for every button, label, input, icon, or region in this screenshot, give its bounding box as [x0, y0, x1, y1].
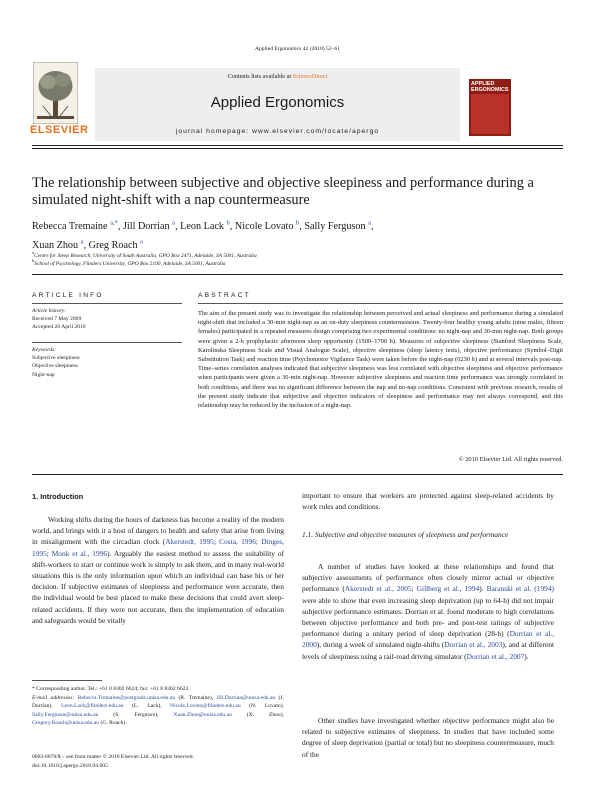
journal-citation: Applied Ergonomics 42 (2010) 52–61: [254, 46, 341, 52]
issn: 0003-6870/$ – see front matter © 2010 Elsevier Ltd. All rights reserved.: [32, 754, 194, 760]
keyword: Subjective sleepiness: [32, 355, 80, 361]
abstract-heading: ABSTRACT: [198, 292, 251, 299]
cover-artwork: [471, 94, 509, 134]
citation-link[interactable]: Dinges, 1995: [32, 537, 284, 558]
author: Greg Roach $^a$: [88, 238, 144, 251]
author: Jill Dorrian $^a$,: [122, 220, 181, 233]
contents-line: [95, 73, 460, 80]
email-link[interactable]: Gregory.Roach@unisa.edu.au: [32, 720, 100, 727]
citation-link[interactable]: Akerstedt, 1995: [165, 537, 214, 547]
citation-link[interactable]: Dorrian et al., 2003: [444, 640, 503, 650]
received-date: Received 7 May 2009: [32, 316, 82, 322]
journal-homepage-link[interactable]: journal homepage: www.elsevier.com/locate/apergo: [175, 128, 380, 135]
author: Leon Lack $^b$,: [180, 220, 235, 233]
abstract-rule: [198, 303, 563, 304]
introduction-paragraph: Working shifts during the hours of darkness has become a reality of the modern world, and brings with it a host of dangers to health and safety that arise from living in misalignment with the circadian clock (Akerstedt, 1995; Costa, 1996; Dinges, 1995; Monk et al., 1996). Arguably the easiest method to assess the suitability of shift-workers to start or continue work is simply to ask them, and in many real-world situations this is the only information upon which an individual can base his or her decision. If subjective estimates of sleepiness and performance were accurate, then the individual would be best placed to make these decisions that could avert sleep-related accidents. If they were not accurate, then the implementation of education and safeguards would be vitally: [32, 515, 284, 625]
continuation-paragraph: important to ensure that workers are protected against sleep-related accidents by work rules and conditions.: [302, 491, 554, 512]
publisher-name: ELSEVIER: [30, 124, 89, 136]
email-link[interactable]: Rebecca.Tremaine@postgrads.unisa.edu.au: [77, 694, 176, 701]
body-rule: [32, 474, 563, 475]
introduction-heading: 1. Introduction: [32, 492, 84, 501]
keyword: Night-nap: [32, 372, 55, 378]
contents-prefix: Contents lists available at: [227, 73, 293, 80]
author-list: [32, 216, 563, 253]
citation-link[interactable]: Akerstedt et al., 2005: [344, 584, 412, 594]
citation-link[interactable]: Dorrian et al., 2000: [302, 629, 554, 650]
author: Xuan Zhou $^a$,: [32, 238, 89, 251]
footnote: * Corresponding author. Tel.: +61 8 8302 6624; fax: +61 8 8302 6623. E-mail addresses: Rebecca.Tremaine@postgrads.unisa.edu.au (R. Tremaine), Jill.Dorrian@unisa.edu.au (J. Dorrian), Leon.Lack@flinders.edu.au (L. Lack), Nicole.Lovato@flinders.edu.au (N. Lovato), Sally.Ferguson@unisa.edu.au (S. Ferguson), Xuan.Zhou@unisa.edu.au (X. Zhou), Gregory.Roach@unisa.edu.au (G. Roach).: [32, 686, 284, 727]
abstract-text: The aim of the present study was to investigate the relationship between perceived and actual sleepiness and performance during a simulated night-shift that included a 30-min night-nap as an on-duty sleepiness countermeasure. Twenty-four healthy young adults (nine males, fifteen females) participated in a repeated measures design comprising two experimental conditions: no night-nap and 30-min night-nap. Both groups were given a 2-h prophylactic afternoon sleep opportunity (1500–1700 h). Measures of subjective sleepiness (Stanford Sleepiness Scale, Karolinska Sleepiness Scale and Visual Analogue Scale), objective sleepiness (sleep latency tests), objective performance (Symbol–Digit Substitution Task) and reaction time (Psychomotor Vigilance Task) were taken before the night-nap (0230 h) and at several intervals post-nap. Time–series correlation analyses indicated that subjective sleepiness was less correlated with objective sleepiness and objective performance when participants were given a 30-min night-nap. However subjective sleepiness and reaction time performance was strongly correlated in both conditions, and there was no significant difference between the nap and no-nap conditions. Consistent with previous research, results of the present study indicate that subjective and objective indicators of sleepiness and performance may not always correspond, and this relationship may be reduced by the inclusion of a night-nap.: [198, 310, 563, 410]
affiliation-a: $^a$Centre for Sleep Research, University of South Australia, GPO Box 2471, Adelaide, SA 5001, Australia: [32, 250, 257, 259]
elsevier-tree-logo: [33, 62, 78, 124]
email-link[interactable]: Xuan.Zhou@unisa.edu.au: [173, 711, 232, 718]
citation-link[interactable]: Gillberg et al., 1994: [416, 584, 480, 594]
article-info-heading: ARTICLE INFO: [32, 292, 104, 299]
info-rule: [32, 342, 182, 343]
sciencedirect-link[interactable]: ScienceDirect: [292, 73, 328, 80]
email-link[interactable]: Jill.Dorrian@unisa.edu.au: [216, 694, 276, 701]
email-link[interactable]: Leon.Lack@flinders.edu.au: [61, 703, 124, 710]
accepted-date: Accepted 20 April 2010: [32, 324, 86, 330]
subsection-paragraph: A number of studies have looked at these relationships and found that subjective assessments of performance often closely mirror actual or objective performance (Akerstedt et al., 2005; Gillberg et al., 1994). Baranski et al. (1994) were able to show that even increasing sleep deprivation (up to 64-h) did not impair subjective performance estimates. Dorrian et al. found moderate to high correlations between objective performance and both pre- and post-test ratings of subjective performance during a unitary period of sleep deprivation (28-h) (Dorrian et al., 2000), during a week of simulated night-shifts (Dorrian et al., 2003), and at different levels of sleepiness using a rail-road driving simulator (Dorrian et al., 2007).: [302, 562, 555, 661]
citation-link[interactable]: Monk et al., 1996: [51, 548, 108, 558]
info-rule: [32, 303, 182, 304]
subsection-paragraph: Other studies have investigated whether objective performance might also be related to subjective estimates of sleepiness. In studies that have included some degree of sleep deprivation (partial or total) but no sleepiness countermeasure, much of the: [302, 716, 554, 759]
author: Rebecca Tremaine $^{a,*}$,: [32, 220, 123, 233]
keyword: Objective sleepiness: [32, 363, 78, 369]
author: Sally Ferguson $^a$,: [304, 220, 374, 233]
article-title: The relationship between subjective and objective sleepiness and performance during a simulated night-shift with a nap countermeasure: [32, 175, 534, 208]
footnote-rule: [32, 680, 102, 681]
citation-link[interactable]: Dorrian et al., 2007: [466, 651, 525, 661]
citation-link[interactable]: Baranski et al. (1994): [486, 584, 554, 594]
email-link[interactable]: Nicole.Lovato@flinders.edu.au: [170, 703, 241, 710]
keywords-heading: Keywords:: [32, 347, 57, 353]
email-link[interactable]: Sally.Ferguson@unisa.edu.au: [32, 711, 99, 718]
affiliation-rule: [32, 274, 563, 275]
citation-link[interactable]: Costa, 1996: [219, 537, 256, 547]
subsection-heading: 1.1. Subjective and objective measures of sleepiness and performance: [302, 530, 509, 539]
author: Nicole Lovato $^b$,: [234, 220, 305, 233]
affiliation-b: $^b$School of Psychology, Flinders University, GPO Box 2100, Adelaide, SA 5001, Australia: [32, 258, 226, 267]
cover-title: APPLIED ERGONOMICS: [471, 81, 509, 93]
copyright-notice: © 2010 Elsevier Ltd. All rights reserved.: [458, 456, 563, 463]
issn-doi: [32, 753, 284, 770]
journal-name: Applied Ergonomics: [210, 94, 345, 111]
header-rule-thin: [32, 148, 563, 149]
doi-link[interactable]: doi:10.1016/j.apergo.2010.04.005: [32, 762, 108, 769]
history-heading: Article history:: [32, 308, 67, 314]
header-rule-thick: [32, 145, 563, 146]
